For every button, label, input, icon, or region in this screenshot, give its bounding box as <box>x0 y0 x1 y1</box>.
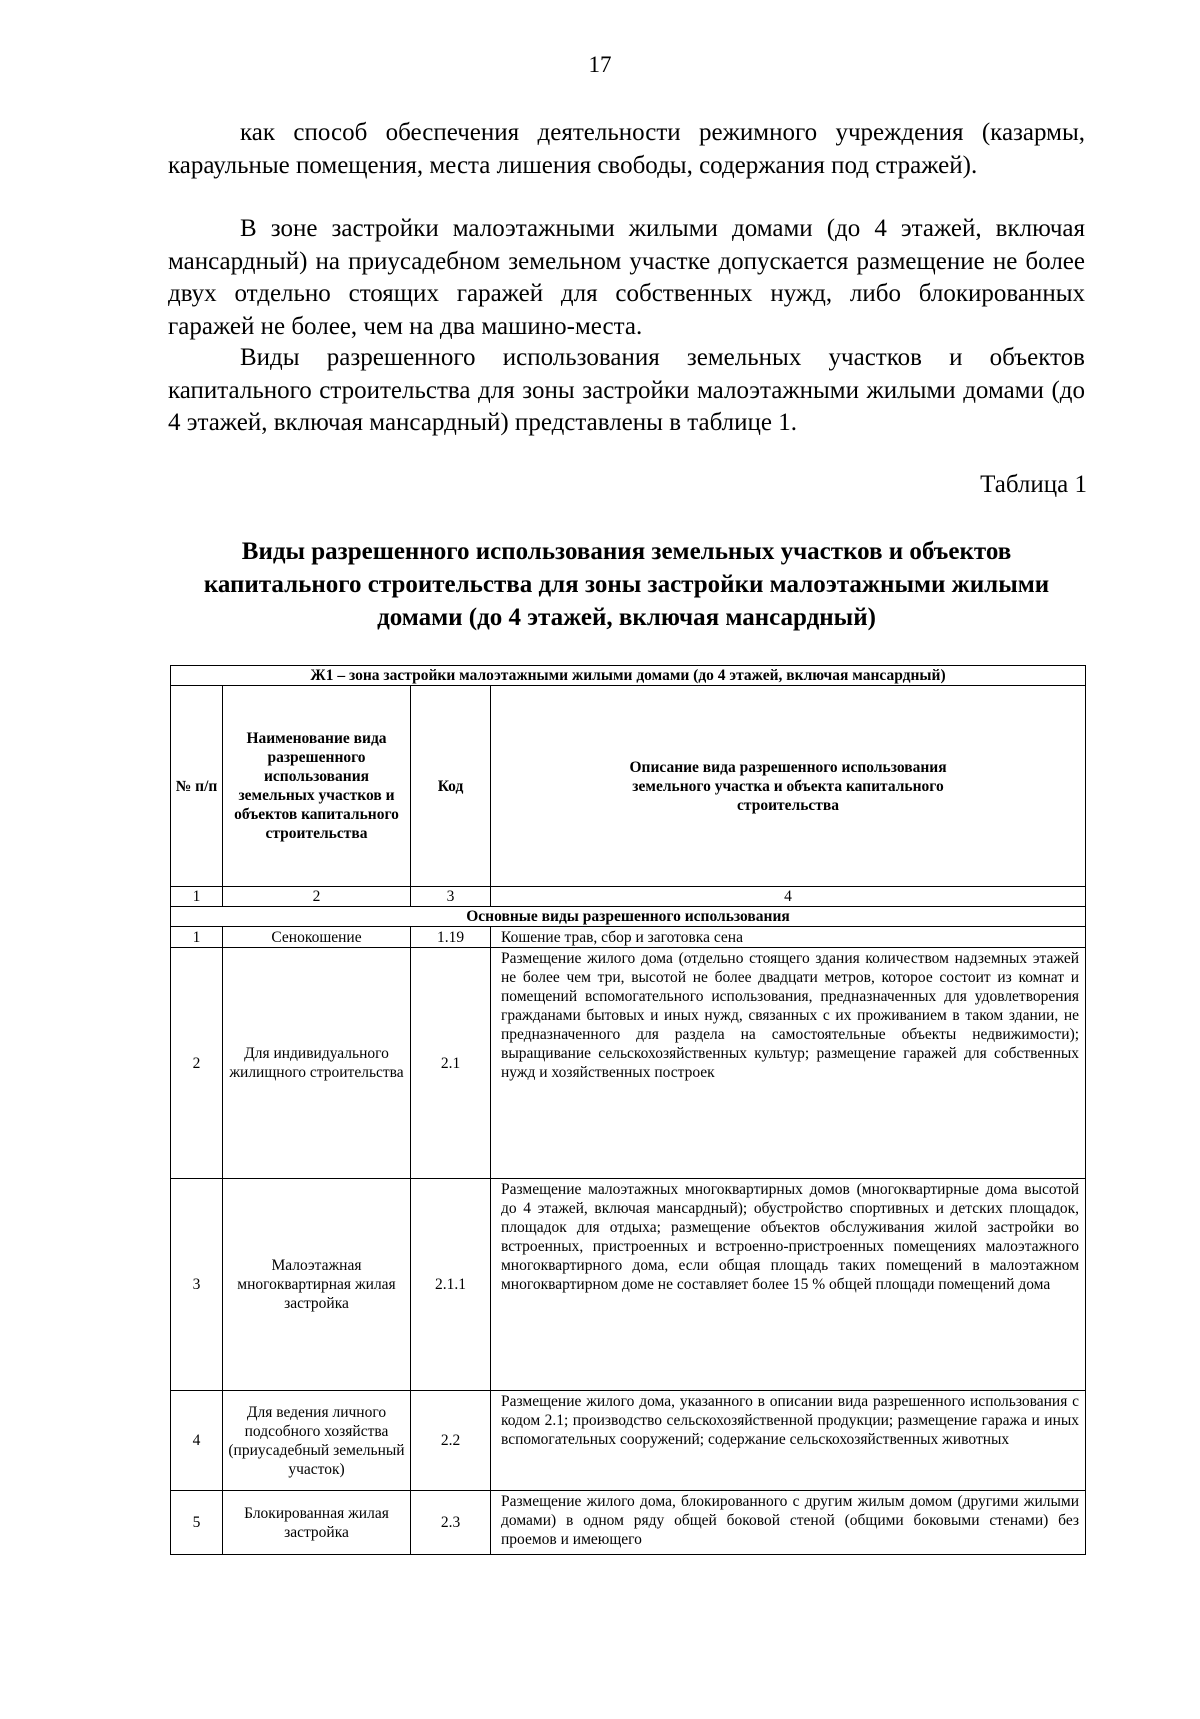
paragraph-2: В зоне застройки малоэтажными жилыми домами (до 4 этажей, включая мансардный) на приусадебном земельном участке допускается размещение не более двух отдельно стоящих гаражей для собственных нужд, либо блокированных гаражей не более, чем на два машино-места. <box>168 215 1085 340</box>
table-row <box>171 927 1086 948</box>
column-number-row <box>171 887 1086 907</box>
row-name: Блокированная жилая застройка <box>223 1491 411 1555</box>
row-code: 2.2 <box>411 1391 491 1491</box>
row-num: 4 <box>171 1391 223 1491</box>
row-code: 2.1.1 <box>411 1179 491 1391</box>
table-row <box>171 1391 1086 1491</box>
paragraph-3: Виды разрешенного использования земельных участков и объектов капитального строительства для зоны застройки малоэтажными жилыми домами (до 4 этажей, включая мансардный) представлены в таблице 1. <box>168 344 1085 436</box>
table-title: Виды разрешенного использования земельных участков и объектов капитального строительства для зоны застройки малоэтажными жилыми домами (до 4 этажей, включая мансардный) <box>203 538 1050 631</box>
land-use-table <box>170 665 1086 1555</box>
col-number: 3 <box>411 887 491 907</box>
row-num: 3 <box>171 1179 223 1391</box>
row-code: 2.1 <box>411 948 491 1179</box>
col-number: 2 <box>223 887 411 907</box>
row-desc: Размещение жилого дома (отдельно стоящего здания количеством надземных этажей не более чем три, высотой не более двадцати метров, которое состоит из комнат и помещений вспомогательного использования, предназначенных для удовлетворения гражданами бытовых и иных нужд, связанных с их проживанием в таком здании, не предназначенного для раздела на самостоятельные объекты недвижимости); выращивание сельскохозяйственных культур; размещение гаражей для собственных нужд и хозяйственных построек <box>491 948 1086 1179</box>
table-row <box>171 948 1086 1179</box>
table-caption: Таблица 1 <box>980 471 1087 498</box>
section-title: Основные виды разрешенного использования <box>171 907 1086 927</box>
zone-header: Ж1 – зона застройки малоэтажными жилыми домами (до 4 этажей, включая мансардный) <box>171 666 1086 686</box>
row-name: Для ведения личного подсобного хозяйства (приусадебный земельный участок) <box>223 1391 411 1491</box>
row-desc: Кошение трав, сбор и заготовка сена <box>491 927 1086 948</box>
row-desc: Размещение жилого дома, указанного в описании вида разрешенного использования с кодом 2.1; производство сельскохозяйственной продукции; размещение гаража и иных вспомогательных сооружений; содержание сельскохозяйственных животных <box>491 1391 1086 1491</box>
row-name: Сенокошение <box>223 927 411 948</box>
row-desc: Размещение жилого дома, блокированного с другим жилым домом (другими жилыми домами) в одном ряду общей боковой стеной (общими боковыми стенами) без проемов и имеющего <box>491 1491 1086 1555</box>
row-num: 2 <box>171 948 223 1179</box>
table-row <box>171 1491 1086 1555</box>
header-code: Код <box>411 686 491 887</box>
section-row <box>171 907 1086 927</box>
paragraph-1: как способ обеспечения деятельности режимного учреждения (казармы, караульные помещения, места лишения свободы, содержания под стражей). <box>168 119 1085 179</box>
row-name: Малоэтажная многоквартирная жилая застройка <box>223 1179 411 1391</box>
row-num: 1 <box>171 927 223 948</box>
header-num: № п/п <box>171 686 223 887</box>
column-header-row <box>171 686 1086 887</box>
page-number: 17 <box>588 52 612 77</box>
header-name: Наименование вида разрешенного использования земельных участков и объектов капитального строительства <box>223 686 411 887</box>
header-desc <box>491 686 1086 887</box>
col-number: 4 <box>491 887 1086 907</box>
header-desc-text: Описание вида разрешенного использования земельного участка и объекта капитального строительства <box>629 758 947 814</box>
row-code: 2.3 <box>411 1491 491 1555</box>
row-num: 5 <box>171 1491 223 1555</box>
table-row <box>171 1179 1086 1391</box>
col-number: 1 <box>171 887 223 907</box>
row-name: Для индивидуального жилищного строительства <box>223 948 411 1179</box>
zone-header-row <box>171 666 1086 686</box>
row-desc: Размещение малоэтажных многоквартирных домов (многоквартирные дома высотой до 4 этажей, включая мансардный); обустройство спортивных и детских площадок, площадок для отдыха; размещение объектов обслуживания жилой застройки во встроенных, пристроенных и встроенно-пристроенных помещениях малоэтажного многоквартирного дома, если общая площадь таких помещений в малоэтажном многоквартирном доме не составляет более 15 % общей площади помещений дома <box>491 1179 1086 1391</box>
row-code: 1.19 <box>411 927 491 948</box>
